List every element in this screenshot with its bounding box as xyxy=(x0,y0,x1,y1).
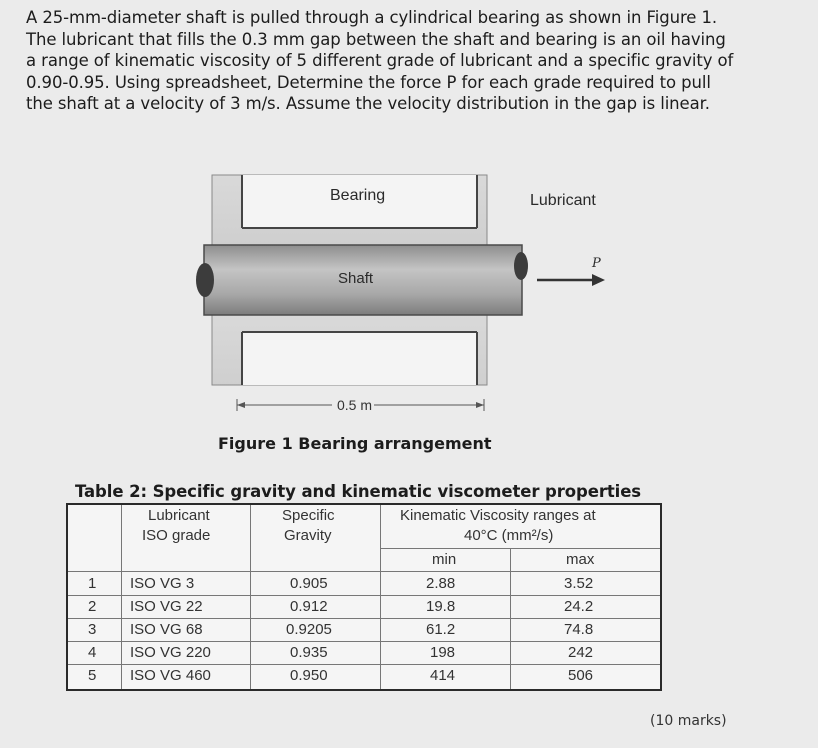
row-viscosity-min: 19.8 xyxy=(426,598,456,615)
row-grade: ISO VG 68 xyxy=(130,621,203,638)
header-temperature-units: 40°C (mm²/s) xyxy=(464,527,554,544)
header-max: max xyxy=(566,551,595,568)
row-specific-gravity: 0.9205 xyxy=(286,621,332,638)
header-min: min xyxy=(432,551,457,568)
shaft-right-end xyxy=(514,252,528,280)
problem-line: The lubricant that fills the 0.3 mm gap between the shaft and bearing is an oil having xyxy=(26,29,726,49)
bearing-lower-inner xyxy=(242,332,477,385)
row-grade: ISO VG 3 xyxy=(130,575,195,592)
row-grade: ISO VG 220 xyxy=(130,644,211,661)
row-grade: ISO VG 460 xyxy=(130,667,211,684)
row-number: 1 xyxy=(88,575,97,592)
row-viscosity-max: 24.2 xyxy=(564,598,594,615)
row-viscosity-min: 414 xyxy=(430,667,456,684)
row-viscosity-max: 74.8 xyxy=(564,621,594,638)
problem-line: A 25-mm-diameter shaft is pulled through a cylindrical bearing as shown in Figure 1. xyxy=(26,8,717,27)
shaft-label: Shaft xyxy=(338,270,374,287)
header-gravity: Gravity xyxy=(284,527,332,544)
row-viscosity-min: 198 xyxy=(430,644,456,661)
header-lubricant: Lubricant xyxy=(148,507,210,524)
row-viscosity-max: 506 xyxy=(568,667,594,684)
problem-line: 0.90-0.95. Using spreadsheet, Determine the force P for each grade required to pull xyxy=(26,72,711,92)
row-viscosity-max: 242 xyxy=(568,644,594,661)
problem-line: the shaft at a velocity of 3 m/s. Assume the velocity distribution in the gap is linear. xyxy=(26,94,710,114)
marks-label: (10 marks) xyxy=(650,713,727,729)
row-number: 5 xyxy=(88,667,97,684)
row-specific-gravity: 0.905 xyxy=(290,575,328,592)
row-number: 4 xyxy=(88,644,97,661)
row-specific-gravity: 0.935 xyxy=(290,644,328,661)
row-grade: ISO VG 22 xyxy=(130,598,203,615)
force-label: P xyxy=(592,256,601,271)
row-specific-gravity: 0.912 xyxy=(290,598,328,615)
properties-table xyxy=(66,503,662,691)
row-number: 2 xyxy=(88,598,97,615)
figure-caption: Figure 1 Bearing arrangement xyxy=(218,434,492,453)
problem-line: a range of kinematic viscosity of 5 different grade of lubricant and a specific gravity of xyxy=(26,51,734,71)
row-viscosity-min: 61.2 xyxy=(426,621,456,638)
row-number: 3 xyxy=(88,621,97,638)
row-specific-gravity: 0.950 xyxy=(290,667,328,684)
dimension-label: 0.5 m xyxy=(337,397,373,413)
row-viscosity-min: 2.88 xyxy=(426,575,456,592)
problem-statement xyxy=(26,7,796,115)
lubricant-label: Lubricant xyxy=(530,192,596,209)
table-title: Table 2: Specific gravity and kinematic viscometer properties xyxy=(75,482,642,501)
header-kinematic-viscosity: Kinematic Viscosity ranges at xyxy=(400,507,596,524)
header-specific: Specific xyxy=(282,507,335,524)
shaft-left-end xyxy=(196,263,214,297)
bearing-diagram xyxy=(192,155,622,425)
bearing-label: Bearing xyxy=(330,187,386,204)
force-arrow-head xyxy=(592,274,605,286)
header-iso-grade: ISO grade xyxy=(142,527,211,544)
row-viscosity-max: 3.52 xyxy=(564,575,594,592)
bearing-figure xyxy=(192,155,622,425)
